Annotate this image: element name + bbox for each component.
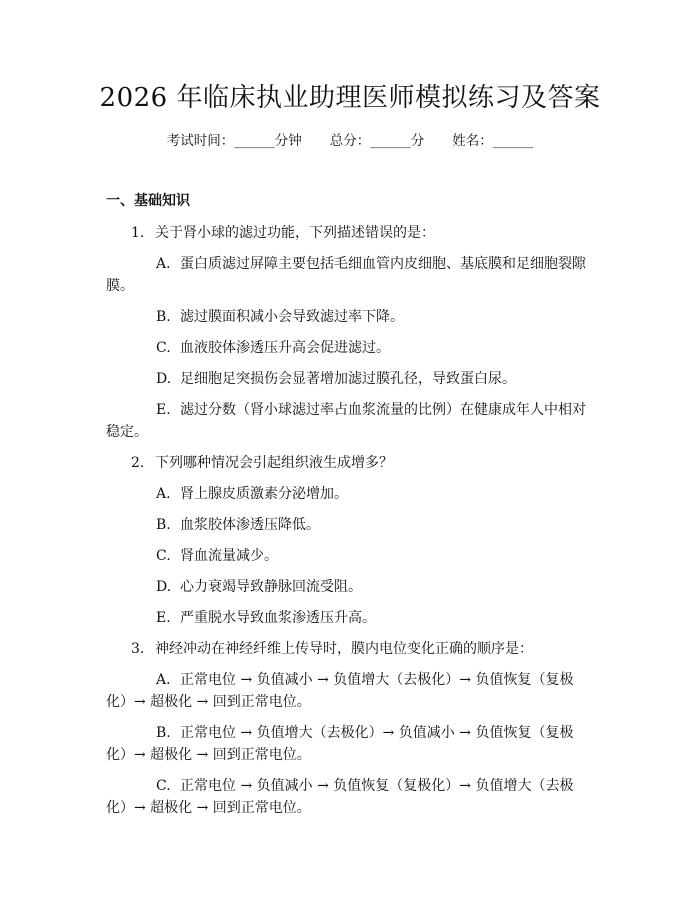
exam-time-field: 考试时间：______分钟 xyxy=(166,133,302,149)
total-score-field: 总分：______分 xyxy=(329,133,425,149)
option-label: C. xyxy=(156,340,171,356)
option-label: C. xyxy=(156,548,171,564)
option-text: 足细胞足突损伤会显著增加滤过膜孔径，导致蛋白尿。 xyxy=(180,371,516,387)
document-title: 2026 年临床执业助理医师模拟练习及答案 xyxy=(99,83,601,113)
option-1c xyxy=(106,337,594,359)
question-text: 神经冲动在神经纤维上传导时，膜内电位变化正确的顺序是： xyxy=(155,641,533,657)
option-1b xyxy=(106,306,594,328)
option-label: E. xyxy=(156,610,171,626)
section-heading: 一、基础知识 xyxy=(106,193,190,209)
option-text: 滤过膜面积减小会导致滤过率下降。 xyxy=(180,309,404,325)
option-text: 血液胶体渗透压升高会促进滤过。 xyxy=(180,340,390,356)
option-label: A. xyxy=(156,256,171,272)
question-number: 1. xyxy=(131,225,145,241)
option-label: A. xyxy=(156,486,171,502)
question-1 xyxy=(106,222,594,244)
option-label: C. xyxy=(156,778,171,794)
option-3a xyxy=(106,669,594,713)
option-2e xyxy=(106,607,594,629)
option-text: 正常电位 → 负值减小 → 负值增大（去极化）→ 负值恢复（复极化）→ 超极化 → 回到正常电位。 xyxy=(106,672,574,710)
option-text: 蛋白质滤过屏障主要包括毛细血管内皮细胞、基底膜和足细胞裂隙膜。 xyxy=(106,256,586,294)
question-number: 3. xyxy=(131,641,145,657)
question-3 xyxy=(106,638,594,660)
option-1e xyxy=(106,399,594,443)
option-text: 正常电位 → 负值减小 → 负值恢复（复极化）→ 负值增大（去极化）→ 超极化 → 回到正常电位。 xyxy=(106,778,574,816)
question-text: 下列哪种情况会引起组织液生成增多？ xyxy=(155,455,393,471)
option-label: B. xyxy=(156,309,171,325)
question-text: 关于肾小球的滤过功能，下列描述错误的是： xyxy=(155,225,435,241)
option-2b xyxy=(106,514,594,536)
option-2c xyxy=(106,545,594,567)
option-text: 正常电位 → 负值增大（去极化）→ 负值减小 → 负值恢复（复极化）→ 超极化 → 回到正常电位。 xyxy=(106,725,574,763)
option-text: 严重脱水导致血浆渗透压升高。 xyxy=(180,610,376,626)
option-2a xyxy=(106,483,594,505)
name-field: 姓名：______ xyxy=(452,133,534,149)
option-text: 血浆胶体渗透压降低。 xyxy=(180,517,320,533)
option-label: A. xyxy=(156,672,171,688)
option-label: E. xyxy=(156,402,171,418)
option-3c xyxy=(106,775,594,819)
question-list xyxy=(106,222,594,828)
option-text: 心力衰竭导致静脉回流受阻。 xyxy=(180,579,362,595)
option-label: D. xyxy=(156,579,172,595)
option-text: 肾上腺皮质激素分泌增加。 xyxy=(180,486,348,502)
option-1a xyxy=(106,253,594,297)
option-label: B. xyxy=(156,725,171,741)
option-label: D. xyxy=(156,371,172,387)
question-2 xyxy=(106,452,594,474)
option-3b xyxy=(106,722,594,766)
option-2d xyxy=(106,576,594,598)
question-number: 2. xyxy=(131,455,145,471)
option-text: 肾血流量减少。 xyxy=(180,548,278,564)
exam-meta-line xyxy=(0,130,700,152)
option-text: 滤过分数（肾小球滤过率占血浆流量的比例）在健康成年人中相对稳定。 xyxy=(106,402,586,440)
option-1d xyxy=(106,368,594,390)
option-label: B. xyxy=(156,517,171,533)
